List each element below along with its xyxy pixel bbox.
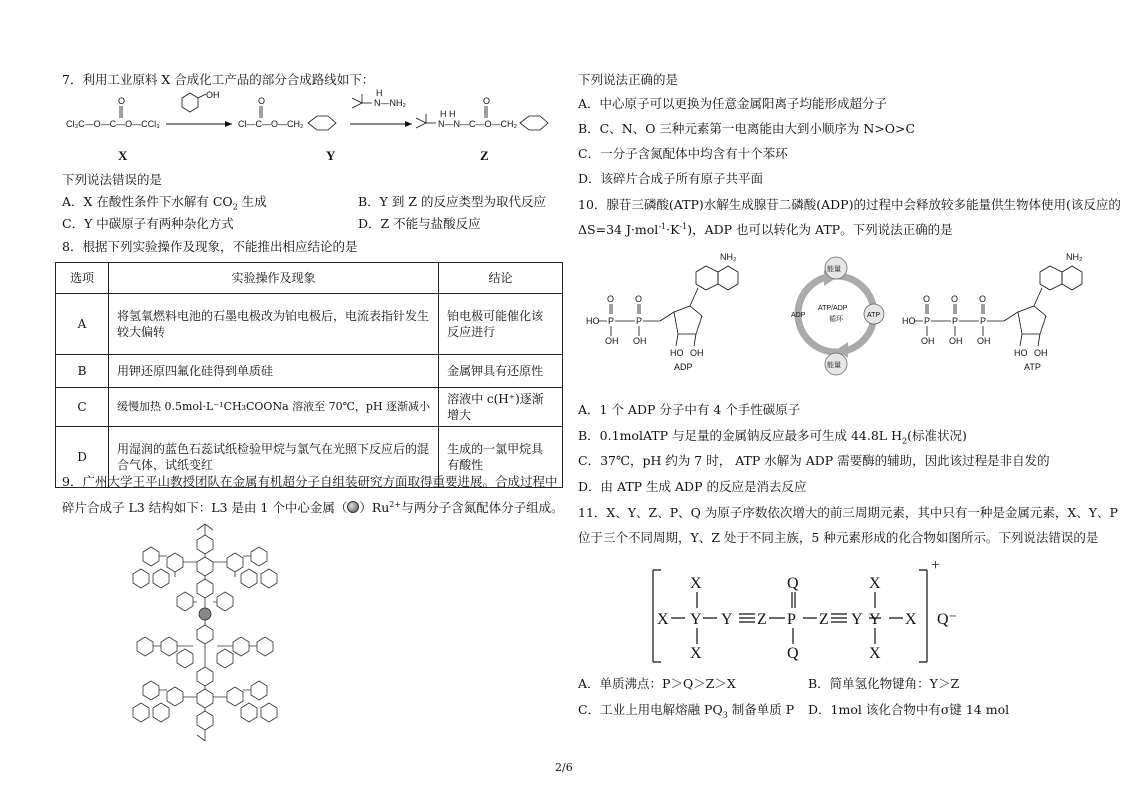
q11-option-c: C．工业上用电解熔融 $PQ_3$ 制备单质 P bbox=[578, 702, 795, 720]
atom-y1: Y bbox=[690, 611, 702, 628]
atp-ho-sugar: HO bbox=[1014, 348, 1028, 358]
q7-option-c: C．Y 中碳原子有两种杂化方式 bbox=[62, 216, 234, 231]
row-option: C bbox=[56, 388, 109, 427]
row-option: D bbox=[56, 427, 109, 488]
q9-option-a: A．中心原子可以更换为任意金属阳离子均能形成超分子 bbox=[578, 96, 888, 111]
z-carbonyl-o: O bbox=[483, 96, 491, 106]
atom-y4: Y bbox=[869, 611, 881, 628]
q11-option-b: B．简单氢化物键角：Y＞Z bbox=[808, 676, 960, 691]
q11-option-d: D．1mol 该化合物中有σ键 14 mol bbox=[808, 702, 1010, 717]
q11-option-a: A．单质沸点：P＞Q＞Z＞X bbox=[578, 676, 736, 691]
atom-q-bot: Q bbox=[787, 645, 799, 662]
atp-nh2: NH₂ bbox=[1066, 252, 1083, 262]
q10-option-b: B．0.1molATP 与足量的金属钠反应最多可生成 44.8L $H_2$(标准状况) bbox=[578, 428, 967, 446]
adp-ho: HO bbox=[586, 316, 600, 326]
q10-atp-adp-figure bbox=[578, 252, 1118, 382]
atom-z2: Z bbox=[819, 611, 829, 628]
row-conclusion: 生成的一氯甲烷具有酸性 bbox=[439, 427, 563, 488]
row-operation: 缓慢加热 0.5mol·L⁻¹CH₃COONa 溶液至 70℃，pH 逐渐减小 bbox=[109, 388, 439, 427]
y-carbonyl-o: O bbox=[258, 96, 266, 106]
atom-y3: Y bbox=[851, 611, 863, 628]
row-operation: 用钾还原四氟化硅得到单质硅 bbox=[109, 355, 439, 388]
reagent2-h: H bbox=[376, 88, 383, 98]
label-y: Y bbox=[326, 148, 336, 163]
atp-p2: P bbox=[952, 316, 959, 326]
row-conclusion: 溶液中 c(H⁺)逐渐增大 bbox=[439, 388, 563, 427]
header-operation: 实验操作及现象 bbox=[109, 263, 439, 294]
q7-option-a: A．X 在酸性条件下水解有 $CO_2$ 生成 bbox=[62, 194, 267, 212]
q10-line2: ΔS=34 $J\cdot mol^{-1}\cdot K^{-1}$)，ADP 也可以转化为 ATP。下列说法正确的是 bbox=[578, 221, 953, 237]
row-conclusion: 铂电极可能催化该反应进行 bbox=[439, 294, 563, 355]
row-operation: 将氢氧燃料电池的石墨电极改为铂电极后，电流表指针发生较大偏转 bbox=[109, 294, 439, 355]
atom-x-right: X bbox=[905, 611, 917, 628]
q11-line1: 11．X、Y、Z、P、Q 为原子序数依次增大的前三周期元素，其中只有一种是金属元素，X、Y、P bbox=[578, 505, 1118, 520]
adp-oh1: OH bbox=[605, 336, 619, 346]
energy-out-label: 能量 bbox=[827, 362, 841, 369]
z-formula: N—N—C—O—CH₂ bbox=[438, 119, 517, 129]
atom-x-top2: X bbox=[869, 575, 881, 592]
y-formula: Cl—C—O—CH₂ bbox=[238, 119, 304, 129]
atom-x-bot1: X bbox=[690, 645, 702, 662]
q10-option-d: D．由 ATP 生成 ADP 的反应是消去反应 bbox=[578, 479, 807, 494]
atom-y2: Y bbox=[721, 611, 733, 628]
cation-charge: + bbox=[931, 557, 941, 574]
header-conclusion: 结论 bbox=[439, 263, 563, 294]
energy-in-label: 能量 bbox=[827, 266, 841, 273]
table-header-row bbox=[56, 263, 563, 294]
atp-oh2: OH bbox=[949, 336, 963, 346]
atp-structure bbox=[902, 252, 1083, 372]
atom-p: P bbox=[787, 611, 796, 628]
table-row bbox=[56, 388, 563, 427]
q9-option-b: B．C、N、O 三种元素第一电离能由大到小顺序为 N>O>C bbox=[578, 121, 916, 136]
q10-option-a: A．1 个 ADP 分子中有 4 个手性碳原子 bbox=[578, 402, 801, 417]
table-row bbox=[56, 355, 563, 388]
q10-line1: 10．腺苷三磷酸(ATP)水解生成腺苷二磷酸(ADP)的过程中会释放较多能量供生物体使用(该反应的 bbox=[578, 197, 1121, 212]
row-operation: 用湿润的蓝色石蕊试纸检验甲烷与氯气在光照下反应后的混合气体，试纸变红 bbox=[109, 427, 439, 488]
atp-ho: HO bbox=[902, 316, 916, 326]
atp-o2: O bbox=[951, 294, 959, 304]
atp-o3: O bbox=[979, 294, 987, 304]
q7-stem: 7．利用工业原料 X 合成化工产品的部分合成路线如下： bbox=[62, 72, 375, 87]
cycle-label-2: 循环 bbox=[829, 316, 843, 323]
adp-label: ADP bbox=[674, 362, 693, 372]
atp-p3: P bbox=[980, 316, 987, 326]
adp-p2: P bbox=[636, 316, 643, 326]
x-carbonyl-o: O bbox=[118, 96, 126, 106]
q7-lead: 下列说法错误的是 bbox=[62, 172, 163, 187]
q9-line2: 碎片合成子 L3 结构如下：L3 是由 1 个中心金属（ ）$Ru^{2+}$与两分子含氮配体分子组成。 bbox=[62, 499, 564, 515]
atp-oh1: OH bbox=[921, 336, 935, 346]
atom-x-bot2: X bbox=[869, 645, 881, 662]
reagent2-formula: N—NH₂ bbox=[374, 98, 406, 108]
adp-p1: P bbox=[608, 316, 615, 326]
q9-lead: 下列说法正确的是 bbox=[578, 72, 679, 87]
atp-o1: O bbox=[923, 294, 931, 304]
header-option: 选项 bbox=[56, 263, 109, 294]
atp-oh3: OH bbox=[977, 336, 991, 346]
cycle-adp: ADP bbox=[791, 312, 806, 319]
metal-atom-icon bbox=[347, 501, 359, 513]
atom-q-top: Q bbox=[787, 575, 799, 592]
table-row bbox=[56, 294, 563, 355]
label-x: X bbox=[118, 148, 128, 163]
adp-o2: O bbox=[635, 294, 643, 304]
q10-option-c: C．37℃，pH 约为 7 时， ATP 水解为 ADP 需要酶的辅助，因此该过程是非自发的 bbox=[578, 453, 1050, 468]
row-option: B bbox=[56, 355, 109, 388]
q11-line2: 位于三个不同周期，Y、Z 处于不同主族，5 种元素形成的化合物如图所示。下列说法错误的是 bbox=[578, 530, 1099, 545]
atom-x-left: X bbox=[657, 611, 669, 628]
adp-structure bbox=[586, 252, 738, 372]
atom-z1: Z bbox=[757, 611, 767, 628]
adp-oh-sugar: OH bbox=[690, 348, 704, 358]
ru-center-atom bbox=[199, 608, 211, 620]
adp-o1: O bbox=[607, 294, 615, 304]
q9-line1: 9．广州大学王平山教授团队在金属有机超分子自组装研究方面取得重要进展。合成过程中 bbox=[62, 474, 558, 489]
q7-option-b: B．Y 到 Z 的反应类型为取代反应 bbox=[358, 194, 547, 209]
page-number: 2/6 bbox=[555, 761, 573, 774]
row-option: A bbox=[56, 294, 109, 355]
z-h: H H bbox=[440, 109, 456, 119]
atp-p1: P bbox=[924, 316, 931, 326]
adp-nh2: NH₂ bbox=[720, 252, 737, 262]
x-formula: Cl₃C—O—C—O—CCl₃ bbox=[66, 119, 160, 129]
q7-option-d: D．Z 不能与盐酸反应 bbox=[358, 216, 481, 231]
q11-structure bbox=[645, 556, 995, 668]
anion: Q⁻ bbox=[937, 611, 957, 628]
adp-oh2: OH bbox=[633, 336, 647, 346]
q9-option-d: D．该碎片合成子所有原子共平面 bbox=[578, 171, 764, 186]
q9-l3-structure bbox=[125, 522, 285, 757]
cycle-atp: ATP bbox=[867, 312, 881, 319]
atp-adp-cycle-diagram bbox=[791, 257, 884, 375]
q9-option-c: C．一分子含氮配体中均含有十个苯环 bbox=[578, 146, 788, 161]
row-conclusion: 金属钾具有还原性 bbox=[439, 355, 563, 388]
atp-oh-sugar: OH bbox=[1034, 348, 1048, 358]
atp-label: ATP bbox=[1024, 362, 1041, 372]
cycle-label-1: ATP/ADP bbox=[818, 305, 848, 312]
atom-x-top1: X bbox=[690, 575, 702, 592]
label-z: Z bbox=[480, 148, 489, 163]
adp-ho-sugar: HO bbox=[670, 348, 684, 358]
reagent1-oh: OH bbox=[206, 90, 220, 100]
q8-table bbox=[55, 262, 563, 488]
q8-stem: 8．根据下列实验操作及现象，不能推出相应结论的是 bbox=[62, 239, 358, 254]
